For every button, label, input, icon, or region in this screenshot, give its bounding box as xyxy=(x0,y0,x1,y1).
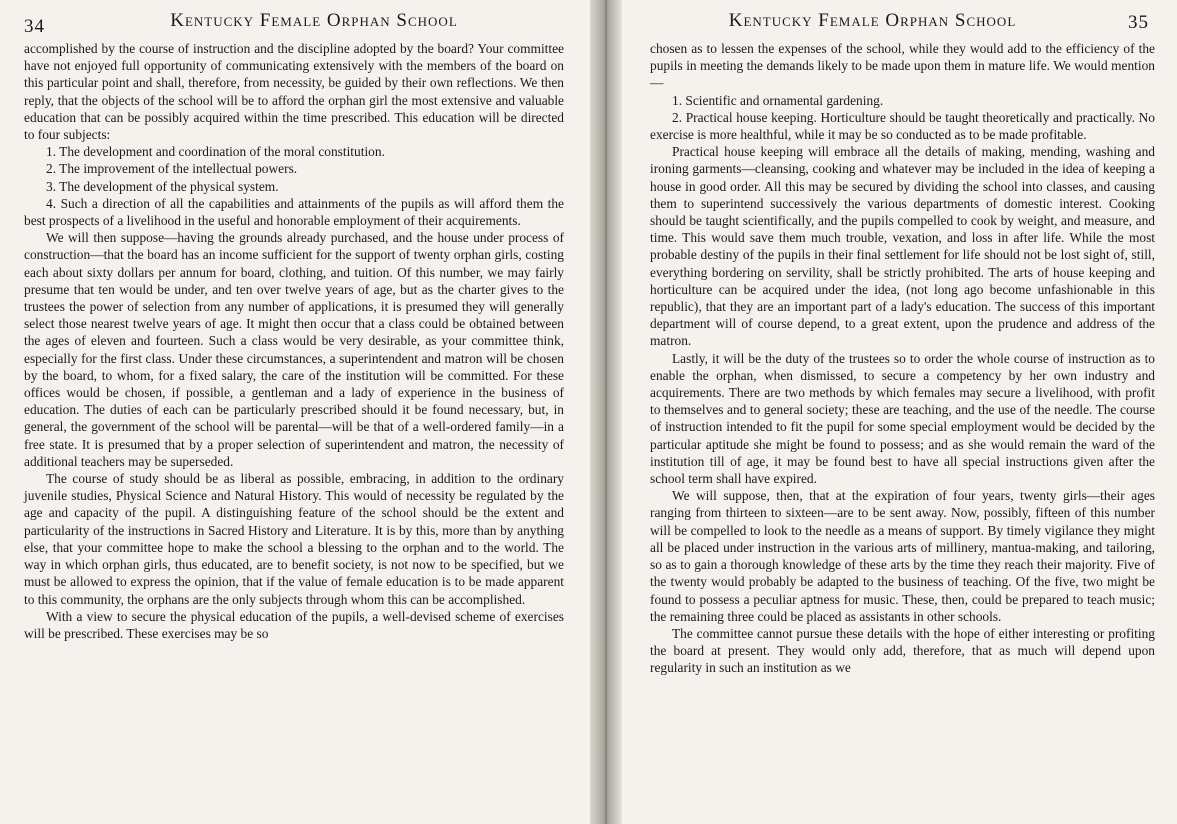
paragraph: We will then suppose—having the grounds already purchased, and the house under process of construction—that the board has an income sufficient for the support of twenty orphan girls, costing each about sixty dollars per annum for board, clothing, and tuition. Of this number, we may fairly presume that ten would be under, and ten over twelve years of age, but as the charter gives to the trustees the power of selection from any number of applications, it is presumed they will generally select those nearest twelve years of age. It might then occur that a class could be obtained between the ages of eleven and fourteen. Such a class would be very desirable, as your committee think, especially for the first class. Under these circumstances, a superintendent and matron will be chosen by the board, to whom, for a fixed salary, the care of the institution will be committed. For these offices would be chosen, if possible, a gentleman and a lady of experience in the business of education. The duties of each can be particularly prescribed should it be found necessary, but, in general, the government of the school will be parental—will be that of a well-ordered family—in a free state. It is presumed that by a proper selection of superintendent and matron, the necessity of additional teachers may be superseded. xyxy=(24,230,564,469)
running-header xyxy=(24,8,564,37)
running-header xyxy=(650,8,1155,32)
paragraph: The course of study should be as liberal as possible, embracing, in addition to the ordinary juvenile studies, Physical Science and Natural History. This would of necessity be regulated by the age and capacity of the pupil. A distinguishing feature of the school should be the extent and particularity of the instructions in Sacred History and Literature. It is by this, more than by anything else, that your committee hope to make the school a blessing to the orphan and to the world. The way in which orphan girls, thus educated, are to benefit society, is not now to be specified, but we must be allowed to express the opinion, that if the value of female education is to be made apparent to this community, the orphans are the only subjects through whom this can be accomplished. xyxy=(24,471,564,607)
book-gutter xyxy=(590,0,622,824)
page-body xyxy=(24,40,564,642)
paragraph: The committee cannot pursue these details with the hope of either interesting or profiting the board at present. They would only add, therefore, that as much will depend upon regularity in such an institution as we xyxy=(650,625,1155,676)
list-item: 4. Such a direction of all the capabilities and attainments of the pupils as will afford them the best prospects of a livelihood in the useful and honorable employment of their acquirements. xyxy=(24,195,564,229)
paragraph: With a view to secure the physical education of the pupils, a well-devised scheme of exercises will be prescribed. These exercises may be so xyxy=(24,608,564,641)
paragraph: We will suppose, then, that at the expiration of four years, twenty girls—their ages ranging from thirteen to sixteen—are to be sent away. Now, possibly, fifteen of this number will be compelled to look to the needle as a means of support. By timely vigilance they might all be placed under instruction in the various arts of millinery, mantua-making, and tailoring, so as to gain a thorough knowledge of these arts by the time they reach their majority. Five of the twenty would probably be adapted to the business of teaching. Of the five, two might be found to possess a peculiar aptness for music. These, then, could be prepared to teach music; the remaining three could be placed as assistants in other schools. xyxy=(650,488,1155,624)
list-item: 2. The improvement of the intellectual powers. xyxy=(46,161,298,177)
list-item: 1. The development and coordination of the moral constitution. xyxy=(46,144,385,160)
paragraph: Practical house keeping will embrace all the details of making, mending, washing and ironing garments—cleansing, cooking and whatever may be included in the idea of keeping a house in good order. All this may be secured by dividing the school into classes, and causing them to superintend successively the various departments of domestic interest. Cooking should be taught scientifically, and the pupils compelled to cook by weight, and measure, and time. This would save them much trouble, vexation, and loss in after life. While the most probable destiny of the pupils in their final settlement for life should not be lost sight of, still, everything bordering on servility, shall be strictly prohibited. The arts of house keeping and horticulture can be acquired under the idea, (not long ago become unfashionable in this republic), that they are an important part of a lady's education. The success of this important department will of course depend, to a great extent, upon the prudence and address of the matron. xyxy=(650,144,1155,349)
list-item: 1. Scientific and ornamental gardening. xyxy=(672,92,884,108)
paragraph: accomplished by the course of instruction and the discipline adopted by the board? Your committee have not enjoyed full opportunity of communicating extensively with the members of the board on this particular point and shall, therefore, from necessity, be guided by their own reflections. We then reply, that the objects of the school will be to afford the orphan girl the most extensive and valuable education that can be possibly acquired within the time prescribed. This education will be directed to four subjects: xyxy=(24,41,564,143)
right-page xyxy=(622,0,1177,824)
list-item: 2. Practical house keeping. Horticulture should be taught theoretically and practically. No exercise is more healthful, while it may be so conducted as to be made profitable. xyxy=(650,109,1155,143)
page-number: 34 xyxy=(24,16,45,37)
running-head-title: Kentucky Female Orphan School xyxy=(728,10,1017,31)
running-head-title: Kentucky Female Orphan School xyxy=(170,10,458,31)
paragraph: Lastly, it will be the duty of the trustees so to order the whole course of instruction as to enable the orphan, when dismissed, to secure a competency by her own industry and acquirements. There are two methods by which females may secure a livelihood, with profit to themselves and to general society; these are teaching, and the use of the needle. The course of instruction intended to fit the pupil for some special employment would be decided by the particular aptitude she might be found to possess; and as she would remain the ward of the institution till of age, it may be found best to have all special instructions given after the school term shall have expired. xyxy=(650,350,1155,487)
page-body xyxy=(650,40,1155,677)
page-number: 35 xyxy=(1128,12,1149,33)
list-item: 3. The development of the physical system. xyxy=(46,178,279,194)
paragraph: chosen as to lessen the expenses of the school, while they would add to the efficiency of the pupils in meeting the demands likely to be made upon them in mature life. We would mention— xyxy=(650,41,1155,91)
